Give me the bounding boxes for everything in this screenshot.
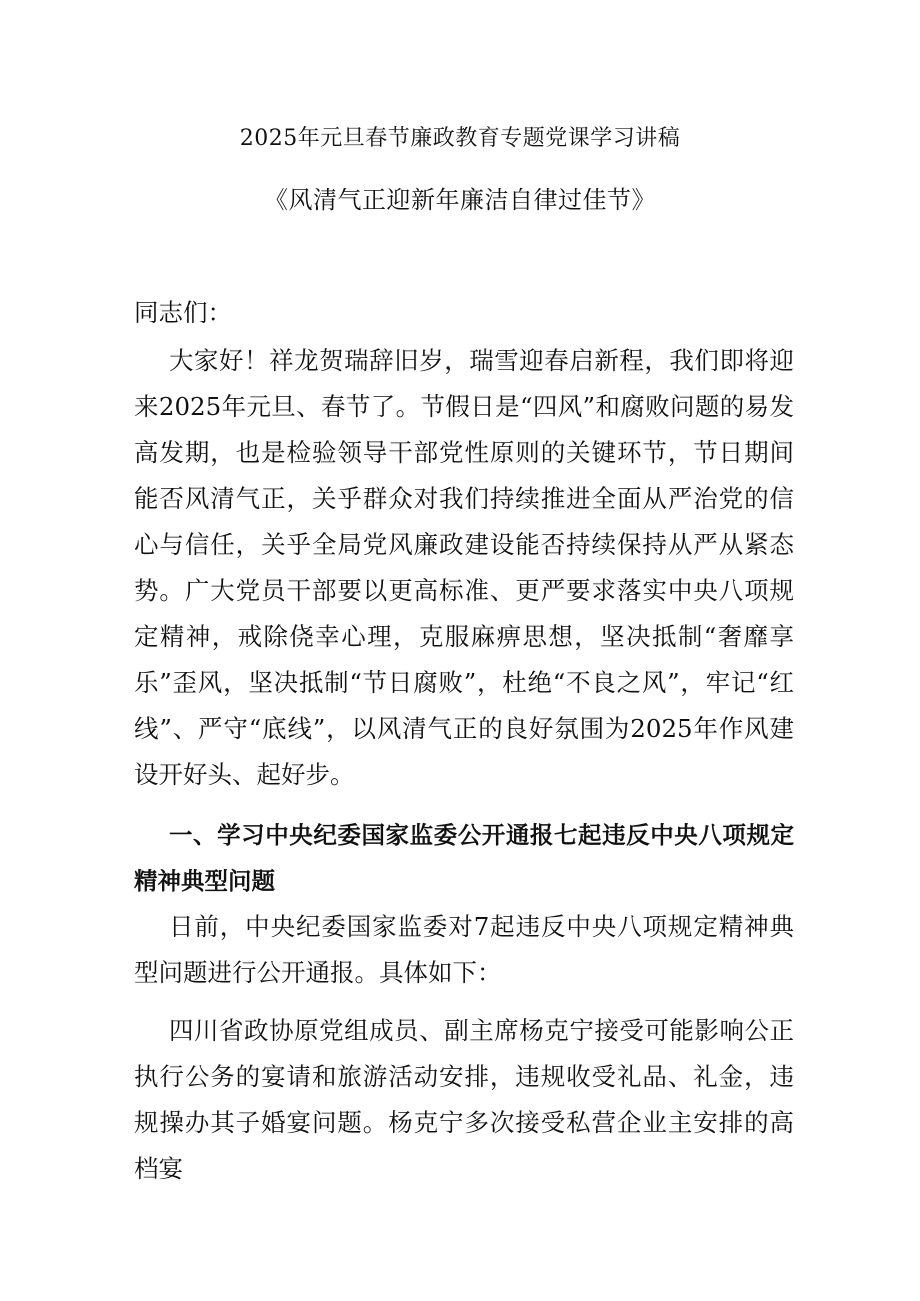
document-subtitle: 《风清气正迎新年廉洁自律过佳节》	[264, 186, 656, 214]
greeting: 同志们：	[134, 298, 232, 327]
intro-paragraph: 大家好！祥龙贺瑞辞旧岁，瑞雪迎春启新程，我们即将迎来2025年元旦、春节了。节假日是“四风”和腐败问题的易发高发期，也是检验领导干部党性原则的关键环节，节日期间能否风清气正，关乎群众对我们持续推进全面从严治党的信心与信任，关乎全局党风廉政建设能否持续保持从严从紧态势。广大党员干部要以更高标准、更严要求落实中央八项规定精神，戒除侥幸心理，克服麻痹思想，坚决抵制“奢靡享乐”歪风，坚决抵制“节日腐败”，杜绝“不良之风”，牢记“红线”、严守“底线”，以风清气正的良好氛围为2025年作风建设开好头、起好步。	[134, 346, 794, 789]
section-paragraph: 四川省政协原党组成员、副主席杨克宁接受可能影响公正执行公务的宴请和旅游活动安排，违规收受礼品、礼金，违规操办其子婚宴问题。杨克宁多次接受私营企业主安排的高档宴	[134, 1016, 794, 1183]
section-paragraph: 日前，中央纪委国家监委对7起违反中央八项规定精神典型问题进行公开通报。具体如下：	[134, 912, 794, 987]
document-title: 2025年元旦春节廉政教育专题党课学习讲稿	[239, 126, 681, 151]
document-body	[134, 290, 794, 1192]
section-heading: 一、学习中央纪委国家监委公开通报七起违反中央八项规定精神典型问题	[134, 821, 794, 895]
